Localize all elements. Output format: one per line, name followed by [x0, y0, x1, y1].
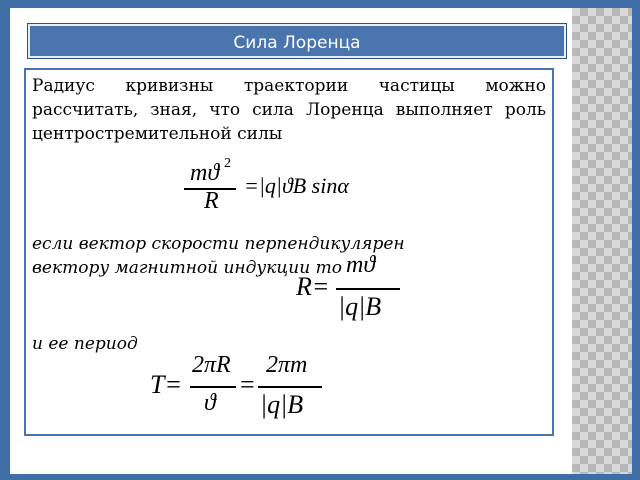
formula1-exponent: 2: [224, 156, 231, 171]
formula2-lhs: R=: [296, 272, 330, 301]
formula1-numerator: mϑ: [190, 160, 220, 186]
condition-line-2: вектору магнитной индукции то: [32, 258, 342, 278]
formula1-denominator: R: [204, 188, 219, 214]
formula3-fraction-bar-1: [190, 386, 236, 388]
formula2-numerator: mϑ: [346, 252, 376, 278]
formula3-lhs: T=: [150, 370, 183, 399]
intro-paragraph: Радиус кривизны траектории частицы можно рассчитать, зная, что сила Лоренца выполняет роль центростремительной силы: [32, 76, 546, 144]
formula3-num2: 2πm: [266, 352, 308, 378]
formula3-num1: 2πR: [192, 352, 231, 378]
period-text: и ее период: [32, 334, 138, 354]
checker-pattern-decoration: [572, 8, 632, 474]
formula1-rhs: =|q|ϑB sinα: [244, 173, 349, 198]
formula3-fraction-bar-2: [258, 386, 322, 388]
formula2-fraction-bar: [336, 288, 400, 290]
formula3-den2: |q|B: [260, 390, 304, 419]
formula3-den1: ϑ: [204, 390, 216, 416]
condition-line-1: если вектор скорости перпендикулярен: [32, 234, 405, 254]
slide-title: Сила Лоренца: [28, 24, 566, 58]
formula3-eq: =: [240, 370, 255, 399]
formula2-denominator: |q|B: [338, 292, 382, 321]
